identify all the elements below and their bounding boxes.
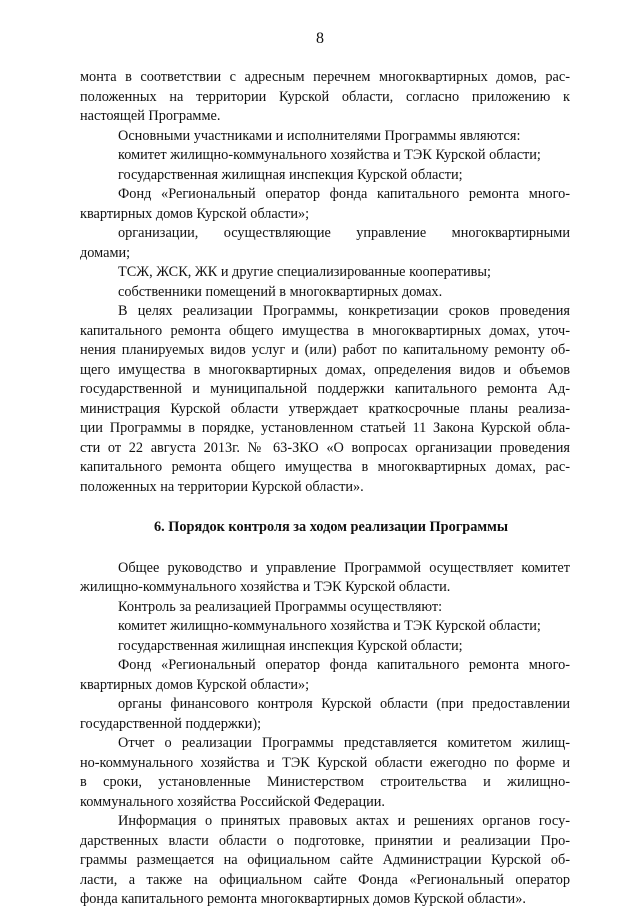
text-line: положенных на территории Курской области». <box>80 478 364 495</box>
text-line: ласти, а также на официальном сайте Фонда «Региональный оператор <box>80 871 570 888</box>
section-heading: 6. Порядок контроля за ходом реализации Программы <box>153 519 508 535</box>
text-line: квартирных домов Курской области»; <box>80 205 310 222</box>
page-number: 8 <box>316 30 324 47</box>
text-line: государственная жилищная инспекция Курской области; <box>118 166 463 183</box>
text-line: Отчет о реализации Программы представляется комитетом жилищ- <box>118 735 570 751</box>
text-line: капитального ремонта общего имущества в многоквартирных домах, рас- <box>80 459 570 475</box>
text-line: собственники помещений в многоквартирных домах. <box>118 283 443 300</box>
text-line: Контроль за реализацией Программы осуществляют: <box>118 598 443 615</box>
text-line: комитет жилищно-коммунального хозяйства и ТЭК Курской области; <box>118 147 541 163</box>
text-line: комитет жилищно-коммунального хозяйства и ТЭК Курской области; <box>118 618 541 634</box>
text-line: жилищно-коммунального хозяйства и ТЭК Курской области. <box>80 579 451 595</box>
text-line: В целях реализации Программы, конкретизации сроков проведения <box>118 303 570 319</box>
text-line: государственной поддержки); <box>80 715 262 732</box>
text-line: положенных на территории Курской области, согласно приложению к <box>80 88 570 105</box>
section-6-text <box>80 559 570 910</box>
text-line: органы финансового контроля Курской области (при предоставлении <box>118 696 570 712</box>
text-line: фонда капитального ремонта многоквартирных домов Курской области». <box>80 891 526 907</box>
text-line: ции Программы в порядке, установленном статьей 11 Закона Курской обла- <box>80 420 570 436</box>
text-line: квартирных домов Курской области»; <box>80 676 310 693</box>
text-line: щего имущества в многоквартирных домах, определения видов и объемов <box>80 361 570 378</box>
text-line: в сроки, установленные Министерством строительства и жилищно- <box>80 774 570 790</box>
text-line: капитального ремонта общего имущества в многоквартирных домах, уточ- <box>80 322 570 339</box>
text-line: граммы размещается на официальном сайте Администрации Курской об- <box>80 852 570 868</box>
text-line: домами; <box>80 244 131 261</box>
text-line: коммунального хозяйства Российской Федерации. <box>80 793 385 810</box>
text-line: ТСЖ, ЖСК, ЖК и другие специализированные кооперативы; <box>118 264 491 280</box>
text-line: Фонд «Региональный оператор фонда капитального ремонта много- <box>118 657 570 673</box>
document-body <box>80 68 570 910</box>
text-line: но-коммунального хозяйства и ТЭК Курской области ежегодно по форме и <box>80 754 570 771</box>
text-line: министрация Курской области утверждает краткосрочные планы реализа- <box>80 400 570 417</box>
text-line: настоящей Программе. <box>80 108 221 124</box>
text-line: организации, осуществляющие управление многоквартирными <box>118 225 570 241</box>
text-line: дарственных власти области о подготовке, принятии и реализации Про- <box>80 832 570 849</box>
text-line: Основными участниками и исполнителями Программы являются: <box>118 127 521 144</box>
text-line: государственной и муниципальной поддержки капитального ремонта Ад- <box>80 381 570 397</box>
text-line: государственная жилищная инспекция Курской области; <box>118 637 463 654</box>
text-line: нения планируемых видов услуг и (или) работ по капитальному ремонту об- <box>80 342 570 358</box>
text-line: сти от 22 августа 2013г. № 63-ЗКО «О вопросах организации проведения <box>80 439 570 456</box>
text-line: Общее руководство и управление Программой осуществляет комитет <box>118 559 570 576</box>
text-line: монта в соответствии с адресным перечнем многоквартирных домов, рас- <box>80 69 570 85</box>
section-5-text <box>80 68 570 497</box>
text-line: Информация о принятых правовых актах и решениях органов госу- <box>118 813 570 829</box>
text-line: Фонд «Региональный оператор фонда капитального ремонта много- <box>118 186 570 202</box>
